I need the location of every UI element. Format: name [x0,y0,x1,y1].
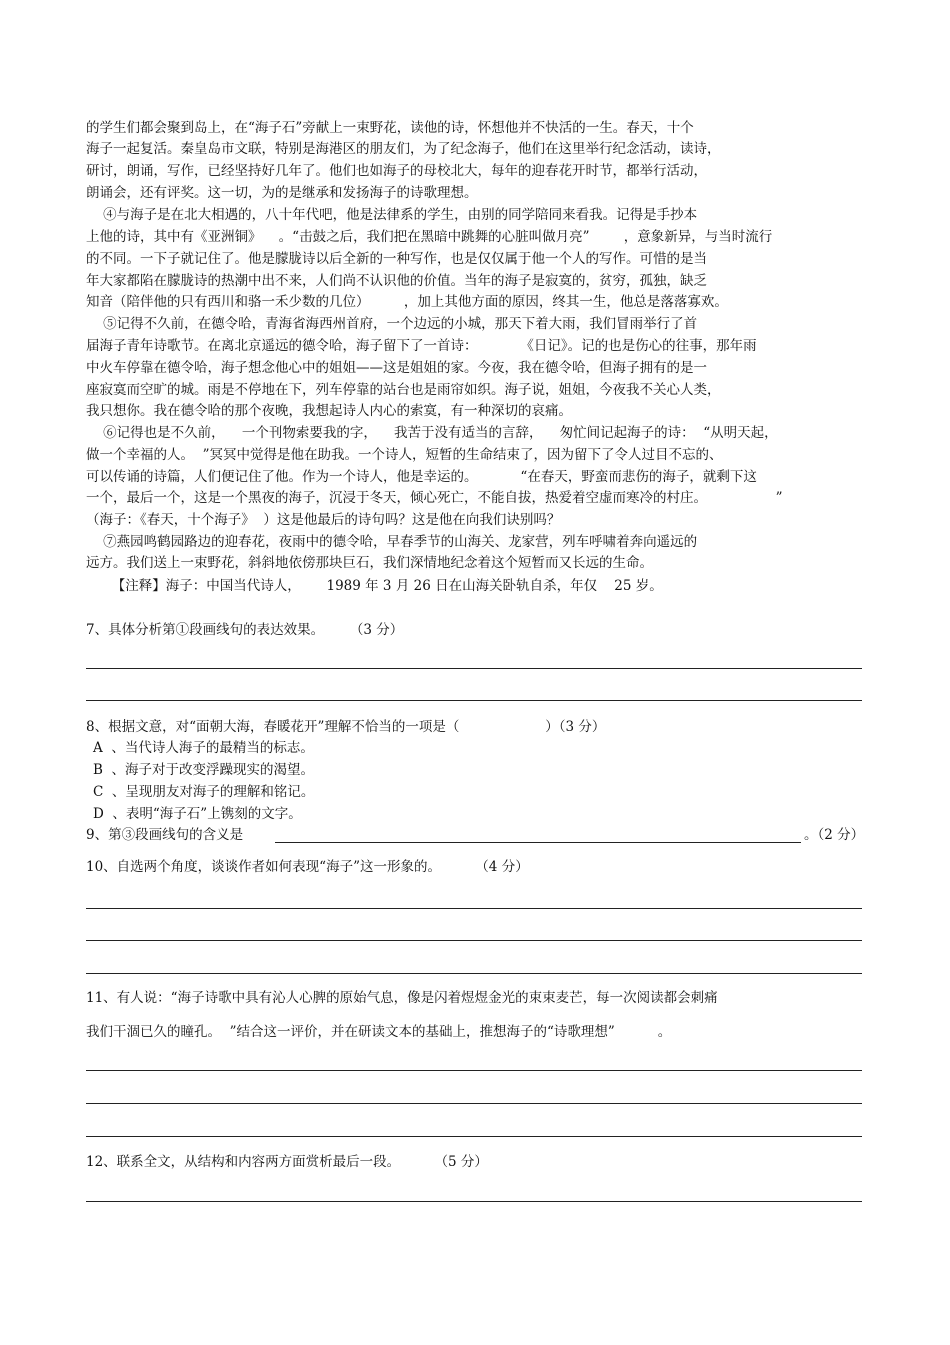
question-11-line2: 我们干涸已久的瞳孔。 ”结合这一评价，并在研读文本的基础上，推想海子的“诗歌理想” 。 [86,1024,672,1040]
answer-line[interactable] [86,973,862,974]
answer-line[interactable] [86,908,862,909]
passage-line: 的学生们都会聚到岛上，在“海子石”旁献上一束野花，读他的诗，怀想他并不快活的一生。春天，十个 [86,120,694,136]
question-9-score: 。（2 分） [804,827,865,843]
passage-line: 中火车停靠在德令哈，海子想念他心中的姐姐——这是姐姐的家。今夜，我在德令哈，但海子拥有的是一 [86,360,707,376]
footnote: 【注释】海子：中国当代诗人， 1989 年 3 月 26 日在山海关卧轨自杀，年仅 25 岁。 [86,578,663,594]
passage-line: 我只想你。我在德令哈的那个夜晚，我想起诗人内心的索寞，有一种深切的哀痛。 [86,403,572,419]
passage-line: 可以传诵的诗篇，人们便记住了他。作为一个诗人，他是幸运的。 “在春天，野蛮而悲伤的海子，就剩下这 [86,469,757,485]
passage-line: 朗诵会，还有评奖。这一切，为的是继承和发扬海子的诗歌理想。 [86,185,478,201]
question-11-line1: 11、有人说：“海子诗歌中具有沁人心脾的原始气息，像是闪着煜煜金光的束束麦芒，每一次阅读都会刺痛 [86,990,718,1006]
option-c[interactable]: C 、呈现朋友对海子的理解和铭记。 [93,784,315,800]
option-b[interactable]: B 、海子对于改变浮躁现实的渴望。 [93,762,315,778]
question-9: 9、第③段画线句的含义是 [86,827,244,843]
passage-line: 届海子青年诗歌节。在离北京遥远的德令哈，海子留下了一首诗： 《日记》。记的也是伤心的往事，那年雨 [86,338,757,354]
answer-line[interactable] [86,668,862,669]
answer-line[interactable] [86,1201,862,1202]
answer-line[interactable] [86,700,862,701]
answer-line[interactable] [275,842,801,843]
question-7: 7、具体分析第①段画线句的表达效果。 （3 分） [86,622,404,638]
answer-line[interactable] [86,1070,862,1071]
option-a[interactable]: A 、当代诗人海子的最精当的标志。 [93,740,314,756]
answer-line[interactable] [86,1136,862,1137]
question-8: 8、根据文意，对“面朝大海，春暖花开”理解不恰当的一项是（ ）（3 分） [86,719,606,735]
passage-line: ⑥记得也是不久前， 一个刊物索要我的字， 我苦于没有适当的言辞， 匆忙间记起海子的诗： “从明天起， [86,425,778,441]
passage-line: 上他的诗，其中有《亚洲铜》 。“击鼓之后，我们把在黑暗中跳舞的心脏叫做月亮” ，意象新异，与当时流行 [86,229,773,245]
passage-line: （海子：《春天，十个海子》 ）这是他最后的诗句吗？这是他在向我们诀别吗？ [86,512,561,528]
passage-line: 的不同。一下子就记住了。他是朦胧诗以后全新的一种写作，也是仅仅属于他一个人的写作。可惜的是当 [86,251,707,267]
passage-line: 座寂寞而空旷的城。雨是不停地在下，列车停靠的站台也是雨帘如织。海子说，姐姐，今夜我不关心人类， [86,382,721,398]
passage-line: 海子一起复活。秦皇岛市文联，特别是海港区的朋友们，为了纪念海子，他们在这里举行纪念活动，读诗， [86,141,721,157]
passage-line: 年大家都陷在朦胧诗的热潮中出不来，人们尚不认识他的价值。当年的海子是寂寞的，贫穷，孤独，缺乏 [86,273,707,289]
passage-line: 知音（陪伴他的只有西川和骆一禾少数的几位） ，加上其他方面的原因，终其一生，他总是落落寡欢。 [86,294,728,310]
answer-line[interactable] [86,940,862,941]
passage-line: 做一个幸福的人。 ”冥冥中觉得是他在助我。一个诗人，短暂的生命结束了，因为留下了令人过目不忘的、 [86,447,723,463]
passage-line: ⑦燕园鸣鹤园路边的迎春花，夜雨中的德令哈，早春季节的山海关、龙家营，列车呼啸着奔向遥远的 [86,534,698,550]
passage-line: 一个，最后一个，这是一个黑夜的海子，沉浸于冬天，倾心死亡，不能自拔，热爱着空虚而寒冷的村庄。 ” [86,490,783,506]
question-12: 12、联系全文，从结构和内容两方面赏析最后一段。 （5 分） [86,1154,488,1170]
answer-line[interactable] [86,1103,862,1104]
question-10: 10、自选两个角度，谈谈作者如何表现“海子”这一形象的。 （4 分） [86,859,529,875]
option-d[interactable]: D 、表明“海子石”上镌刻的文字。 [93,806,302,822]
passage-line: ⑤记得不久前，在德令哈，青海省海西州首府，一个边远的小城，那天下着大雨，我们冒雨举行了首 [86,316,698,332]
passage-line: ④与海子是在北大相遇的，八十年代吧，他是法律系的学生，由别的同学陪同来看我。记得是手抄本 [86,207,698,223]
passage-line: 研讨，朗诵，写作，已经坚持好几年了。他们也如海子的母校北大，每年的迎春花开时节，都举行活动， [86,163,707,179]
passage-line: 远方。我们送上一束野花，斜斜地依傍那块巨石，我们深情地纪念着这个短暂而又长远的生命。 [86,555,653,571]
